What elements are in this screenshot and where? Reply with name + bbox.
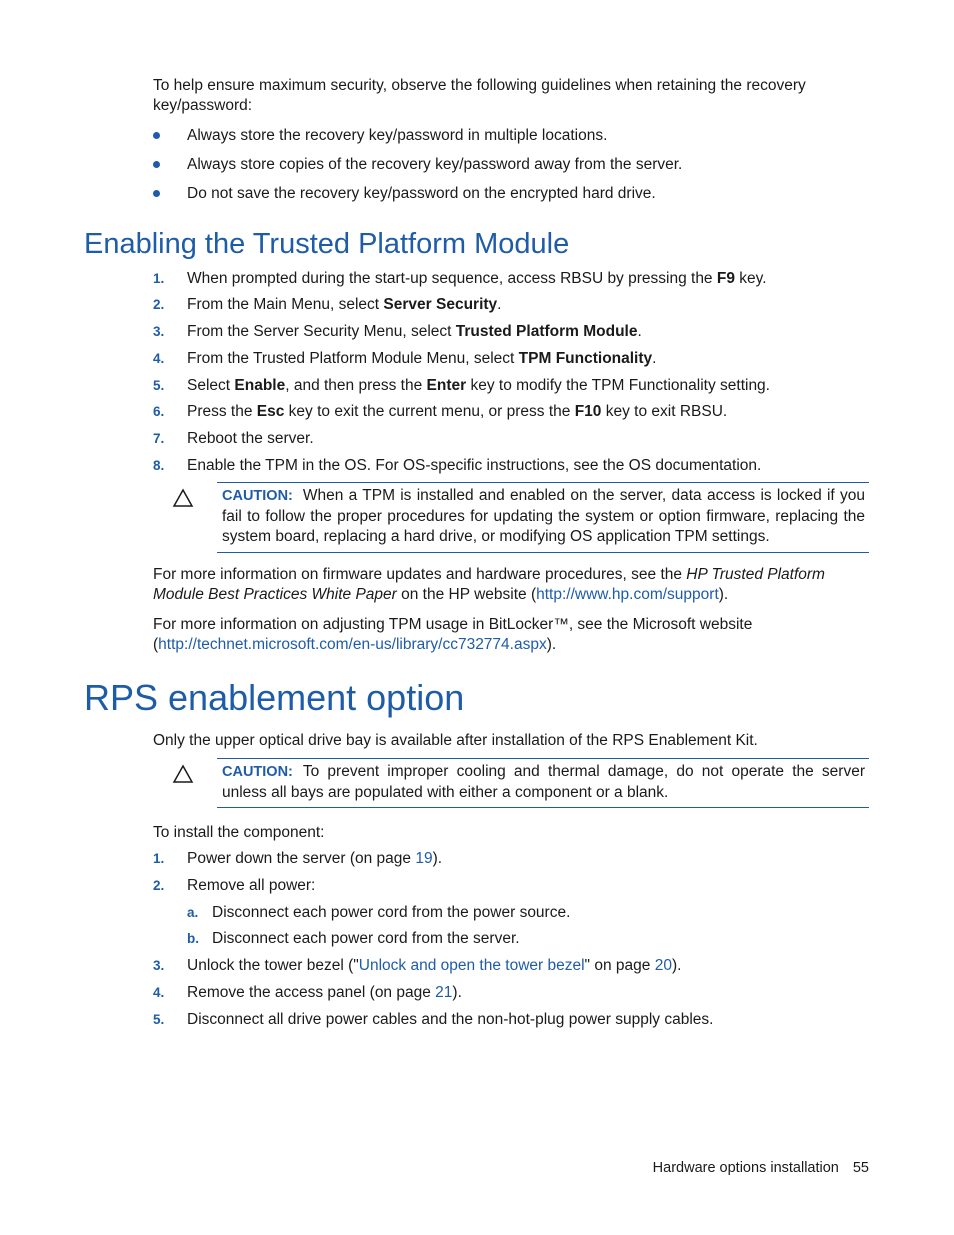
step-text: key to exit the current menu, or press the: [284, 403, 575, 420]
tower-bezel-link[interactable]: Unlock and open the tower bezel: [358, 957, 585, 974]
caution-label: CAUTION:: [222, 488, 293, 504]
step-text: key.: [734, 270, 767, 287]
step-text: ).: [671, 957, 682, 974]
step-text: Press the: [187, 403, 257, 420]
menu-name: Trusted Platform Module: [455, 323, 638, 340]
step-text: ).: [432, 850, 443, 867]
step-text: Disconnect all drive power cables and the non-hot-plug power supply cables.: [187, 1011, 714, 1028]
caution-icon: [172, 488, 194, 508]
step-text: ).: [452, 984, 462, 1001]
paragraph-text: on the HP website (: [396, 586, 537, 603]
step-number: 3.: [153, 324, 165, 339]
step-number: 5.: [153, 378, 165, 393]
caution-label: CAUTION:: [222, 764, 293, 780]
caution-text: When a TPM is installed and enabled on the server, data access is locked if you fail to follow the proper procedures for updating the system or option firmware, replacing the system board, replacing a hard drive, or modifying OS application TPM settings.: [222, 487, 865, 545]
paragraph-text: For more information on adjusting TPM usage in BitLocker™, see the Microsoft website (: [153, 616, 753, 653]
tpm-heading: Enabling the Trusted Platform Module: [84, 228, 570, 260]
bullet-icon: [153, 161, 160, 168]
step-text: From the Trusted Platform Module Menu, select: [187, 350, 519, 367]
step-text: Unlock the tower bezel (": [187, 957, 359, 974]
key-name: F9: [716, 270, 735, 287]
step-text: Enable the TPM in the OS. For OS-specific instructions, see the OS documentation.: [187, 457, 762, 474]
step-text: Reboot the server.: [187, 430, 314, 447]
step-number: 4.: [153, 351, 165, 366]
menu-name: Server Security: [383, 296, 498, 313]
step-text: Power down the server (on page: [187, 850, 416, 867]
option-name: Enable: [234, 377, 286, 394]
step-text: " on page: [584, 957, 655, 974]
bullet-icon: [153, 190, 160, 197]
paragraph-text: ).: [546, 636, 557, 653]
page-footer: [653, 1158, 869, 1178]
caution-icon: [172, 764, 194, 784]
paragraph-text: ).: [718, 586, 729, 603]
rps-caution: [217, 758, 869, 808]
step-text: .: [637, 323, 642, 340]
caution-text: To prevent improper cooling and thermal damage, do not operate the server unless all bays are populated with either a component or a blank.: [222, 763, 865, 801]
menu-name: TPM Functionality: [518, 350, 653, 367]
bullet-icon: [153, 132, 160, 139]
page-number: 55: [852, 1160, 869, 1176]
step-number: 1.: [153, 271, 165, 286]
step-number: 6.: [153, 404, 165, 419]
step-text: .: [652, 350, 657, 367]
rps-heading: RPS enablement option: [84, 677, 465, 718]
step-text: From the Main Menu, select: [187, 296, 384, 313]
install-intro: To install the component:: [153, 824, 325, 841]
step-text: key to modify the TPM Functionality setting.: [466, 377, 770, 394]
substep-text: Disconnect each power cord from the server.: [212, 930, 520, 947]
substep-letter: b.: [187, 931, 199, 946]
bullet-text: Always store copies of the recovery key/password away from the server.: [187, 156, 683, 173]
key-name: F10: [574, 403, 602, 420]
key-name: Esc: [256, 403, 285, 420]
step-text: Remove all power:: [187, 877, 316, 894]
bullet-text: Always store the recovery key/password in multiple locations.: [187, 127, 608, 144]
footer-section-title: Hardware options installation: [652, 1160, 839, 1176]
step-text: When prompted during the start-up sequence, access RBSU by pressing the: [187, 270, 717, 287]
step-text: key to exit RBSU.: [601, 403, 728, 420]
key-name: Enter: [426, 377, 467, 394]
microsoft-technet-link[interactable]: http://technet.microsoft.com/en-us/library/cc732774.aspx: [158, 636, 547, 653]
step-number: 5.: [153, 1012, 165, 1027]
step-number: 8.: [153, 458, 165, 473]
page-link[interactable]: 21: [435, 984, 453, 1001]
step-number: 2.: [153, 297, 165, 312]
paragraph-text: For more information on firmware updates and hardware procedures, see the: [153, 566, 687, 583]
substep-letter: a.: [187, 905, 199, 920]
document-title: HP Trusted Platform Module Best Practices White Paper: [153, 566, 825, 603]
step-number: 2.: [153, 878, 165, 893]
step-text: .: [497, 296, 502, 313]
bullet-text: Do not save the recovery key/password on the encrypted hard drive.: [187, 185, 656, 202]
step-text: , and then press the: [285, 377, 427, 394]
page-link[interactable]: 19: [415, 850, 433, 867]
step-text: Select: [187, 377, 235, 394]
step-number: 3.: [153, 958, 165, 973]
step-text: From the Server Security Menu, select: [187, 323, 456, 340]
step-number: 1.: [153, 851, 165, 866]
rps-intro: Only the upper optical drive bay is available after installation of the RPS Enablement Kit.: [153, 732, 758, 749]
step-number: 7.: [153, 431, 165, 446]
hp-support-link[interactable]: http://www.hp.com/support: [536, 586, 719, 603]
step-number: 4.: [153, 985, 165, 1000]
bitlocker-info-paragraph: [153, 615, 869, 655]
substep-text: Disconnect each power cord from the power source.: [212, 904, 571, 921]
tpm-caution: [217, 482, 869, 553]
intro-paragraph: To help ensure maximum security, observe the following guidelines when retaining the recovery key/password:: [153, 77, 806, 114]
step-text: Remove the access panel (on page: [187, 984, 436, 1001]
page-link[interactable]: 20: [654, 957, 672, 974]
firmware-info-paragraph: [153, 565, 869, 605]
